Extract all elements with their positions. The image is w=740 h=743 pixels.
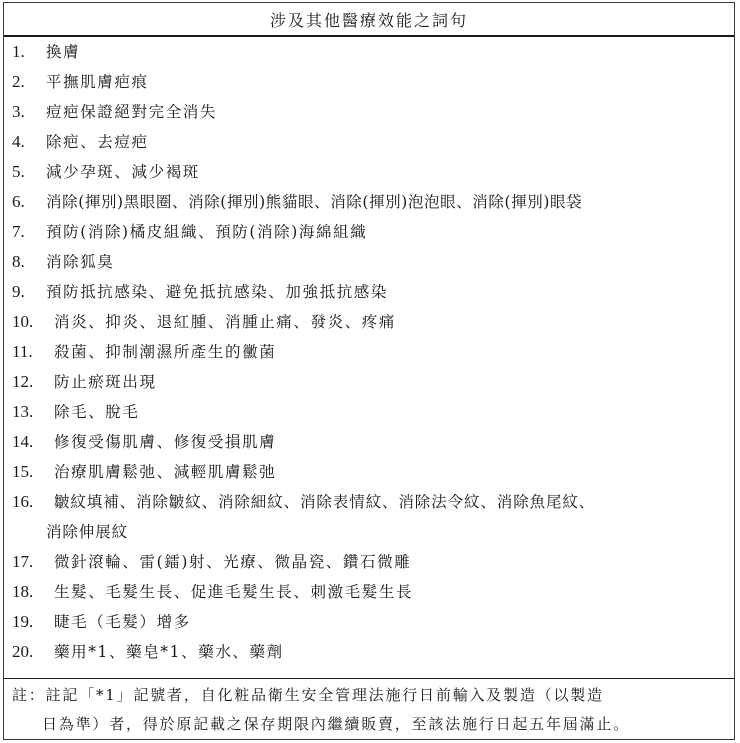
item-text: 藥用*1、藥皂*1、藥水、藥劑: [54, 643, 284, 661]
item-text: 預防抵抗感染、避免抵抗感染、加強抵抗感染: [46, 283, 389, 301]
item-number: 2.: [12, 72, 25, 91]
item-number: 16.: [12, 492, 34, 511]
item-number: 4.: [12, 132, 25, 151]
item-text: 平撫肌膚疤痕: [46, 73, 149, 91]
item-number: 15.: [12, 462, 34, 481]
item-number: 7.: [12, 222, 25, 241]
phrase-list: [4, 37, 734, 677]
footnote-line-1: 註：註記「*1」記號者，自化粧品衛生安全管理法施行日前輸入及製造（以製造: [12, 686, 604, 704]
item-number: 6.: [12, 192, 25, 211]
list-item: [12, 367, 730, 397]
item-text: 微針滾輪、雷(鐳)射、光療、微晶瓷、鑽石微雕: [54, 553, 412, 571]
item-number: 10.: [12, 312, 34, 331]
item-text: 治療肌膚鬆弛、減輕肌膚鬆弛: [54, 463, 277, 481]
list-item: [12, 127, 730, 157]
item-number: 19.: [12, 612, 34, 631]
list-item: [12, 547, 730, 577]
list-item: [12, 307, 730, 337]
list-item: [12, 337, 730, 367]
list-item: [12, 577, 730, 607]
list-item: [12, 457, 730, 487]
item-number: 1.: [12, 42, 25, 61]
item-text: 消除(揮別)黑眼圈、消除(揮別)熊貓眼、消除(揮別)泡泡眼、消除(揮別)眼袋: [46, 193, 583, 211]
item-text: 消炎、抑炎、退紅腫、消腫止痛、發炎、疼痛: [54, 313, 397, 331]
item-number: 9.: [12, 282, 25, 301]
list-item: [12, 637, 730, 667]
list-item: [12, 247, 730, 277]
footnote: [4, 678, 734, 739]
item-number: 8.: [12, 252, 25, 271]
item-number: 12.: [12, 372, 34, 391]
list-item: [12, 157, 730, 187]
item-text: 預防(消除)橘皮組織、預防(消除)海綿組織: [46, 223, 368, 241]
item-number: 17.: [12, 552, 34, 571]
list-item: [12, 37, 730, 67]
list-item: [12, 67, 730, 97]
regulated-phrases-table: [3, 2, 735, 740]
list-item: [12, 97, 730, 127]
item-number: 20.: [12, 642, 34, 661]
list-item: [12, 607, 730, 637]
item-text: 生髮、毛髮生長、促進毛髮生長、刺激毛髮生長: [54, 583, 414, 601]
list-item: [12, 187, 730, 217]
item-number: 13.: [12, 402, 34, 421]
item-text-continuation: 消除伸展紋: [46, 523, 129, 541]
item-text: 睫毛（毛髮）增多: [54, 613, 191, 631]
item-number: 11.: [12, 342, 33, 361]
table-title: 涉及其他醫療效能之詞句: [4, 3, 734, 37]
list-item: [12, 277, 730, 307]
item-number: 18.: [12, 582, 34, 601]
item-text: 除毛、脫毛: [54, 403, 140, 421]
item-text: 除疤、去痘疤: [46, 133, 149, 151]
item-text: 換膚: [46, 43, 81, 61]
item-text: 消除狐臭: [46, 253, 115, 271]
list-item: [12, 397, 730, 427]
item-text: 減少孕斑、減少褐斑: [46, 163, 200, 181]
item-text: 修復受傷肌膚、修復受損肌膚: [54, 433, 277, 451]
list-item: [12, 217, 730, 247]
item-text: 痘疤保證絕對完全消失: [46, 103, 218, 121]
item-text: 皺紋填補、消除皺紋、消除細紋、消除表情紋、消除法令紋、消除魚尾紋、: [54, 493, 596, 511]
item-text: 殺菌、抑制潮濕所產生的黴菌: [54, 343, 277, 361]
footnote-line-2: 日為準）者，得於原記載之保存期限內繼續販賣，至該法施行日起五年屆滿止。: [42, 715, 631, 733]
item-number: 5.: [12, 162, 25, 181]
list-item: [12, 487, 730, 547]
item-number: 14.: [12, 432, 34, 451]
list-item: [12, 427, 730, 457]
item-number: 3.: [12, 102, 25, 121]
item-text: 防止瘀斑出現: [54, 373, 157, 391]
